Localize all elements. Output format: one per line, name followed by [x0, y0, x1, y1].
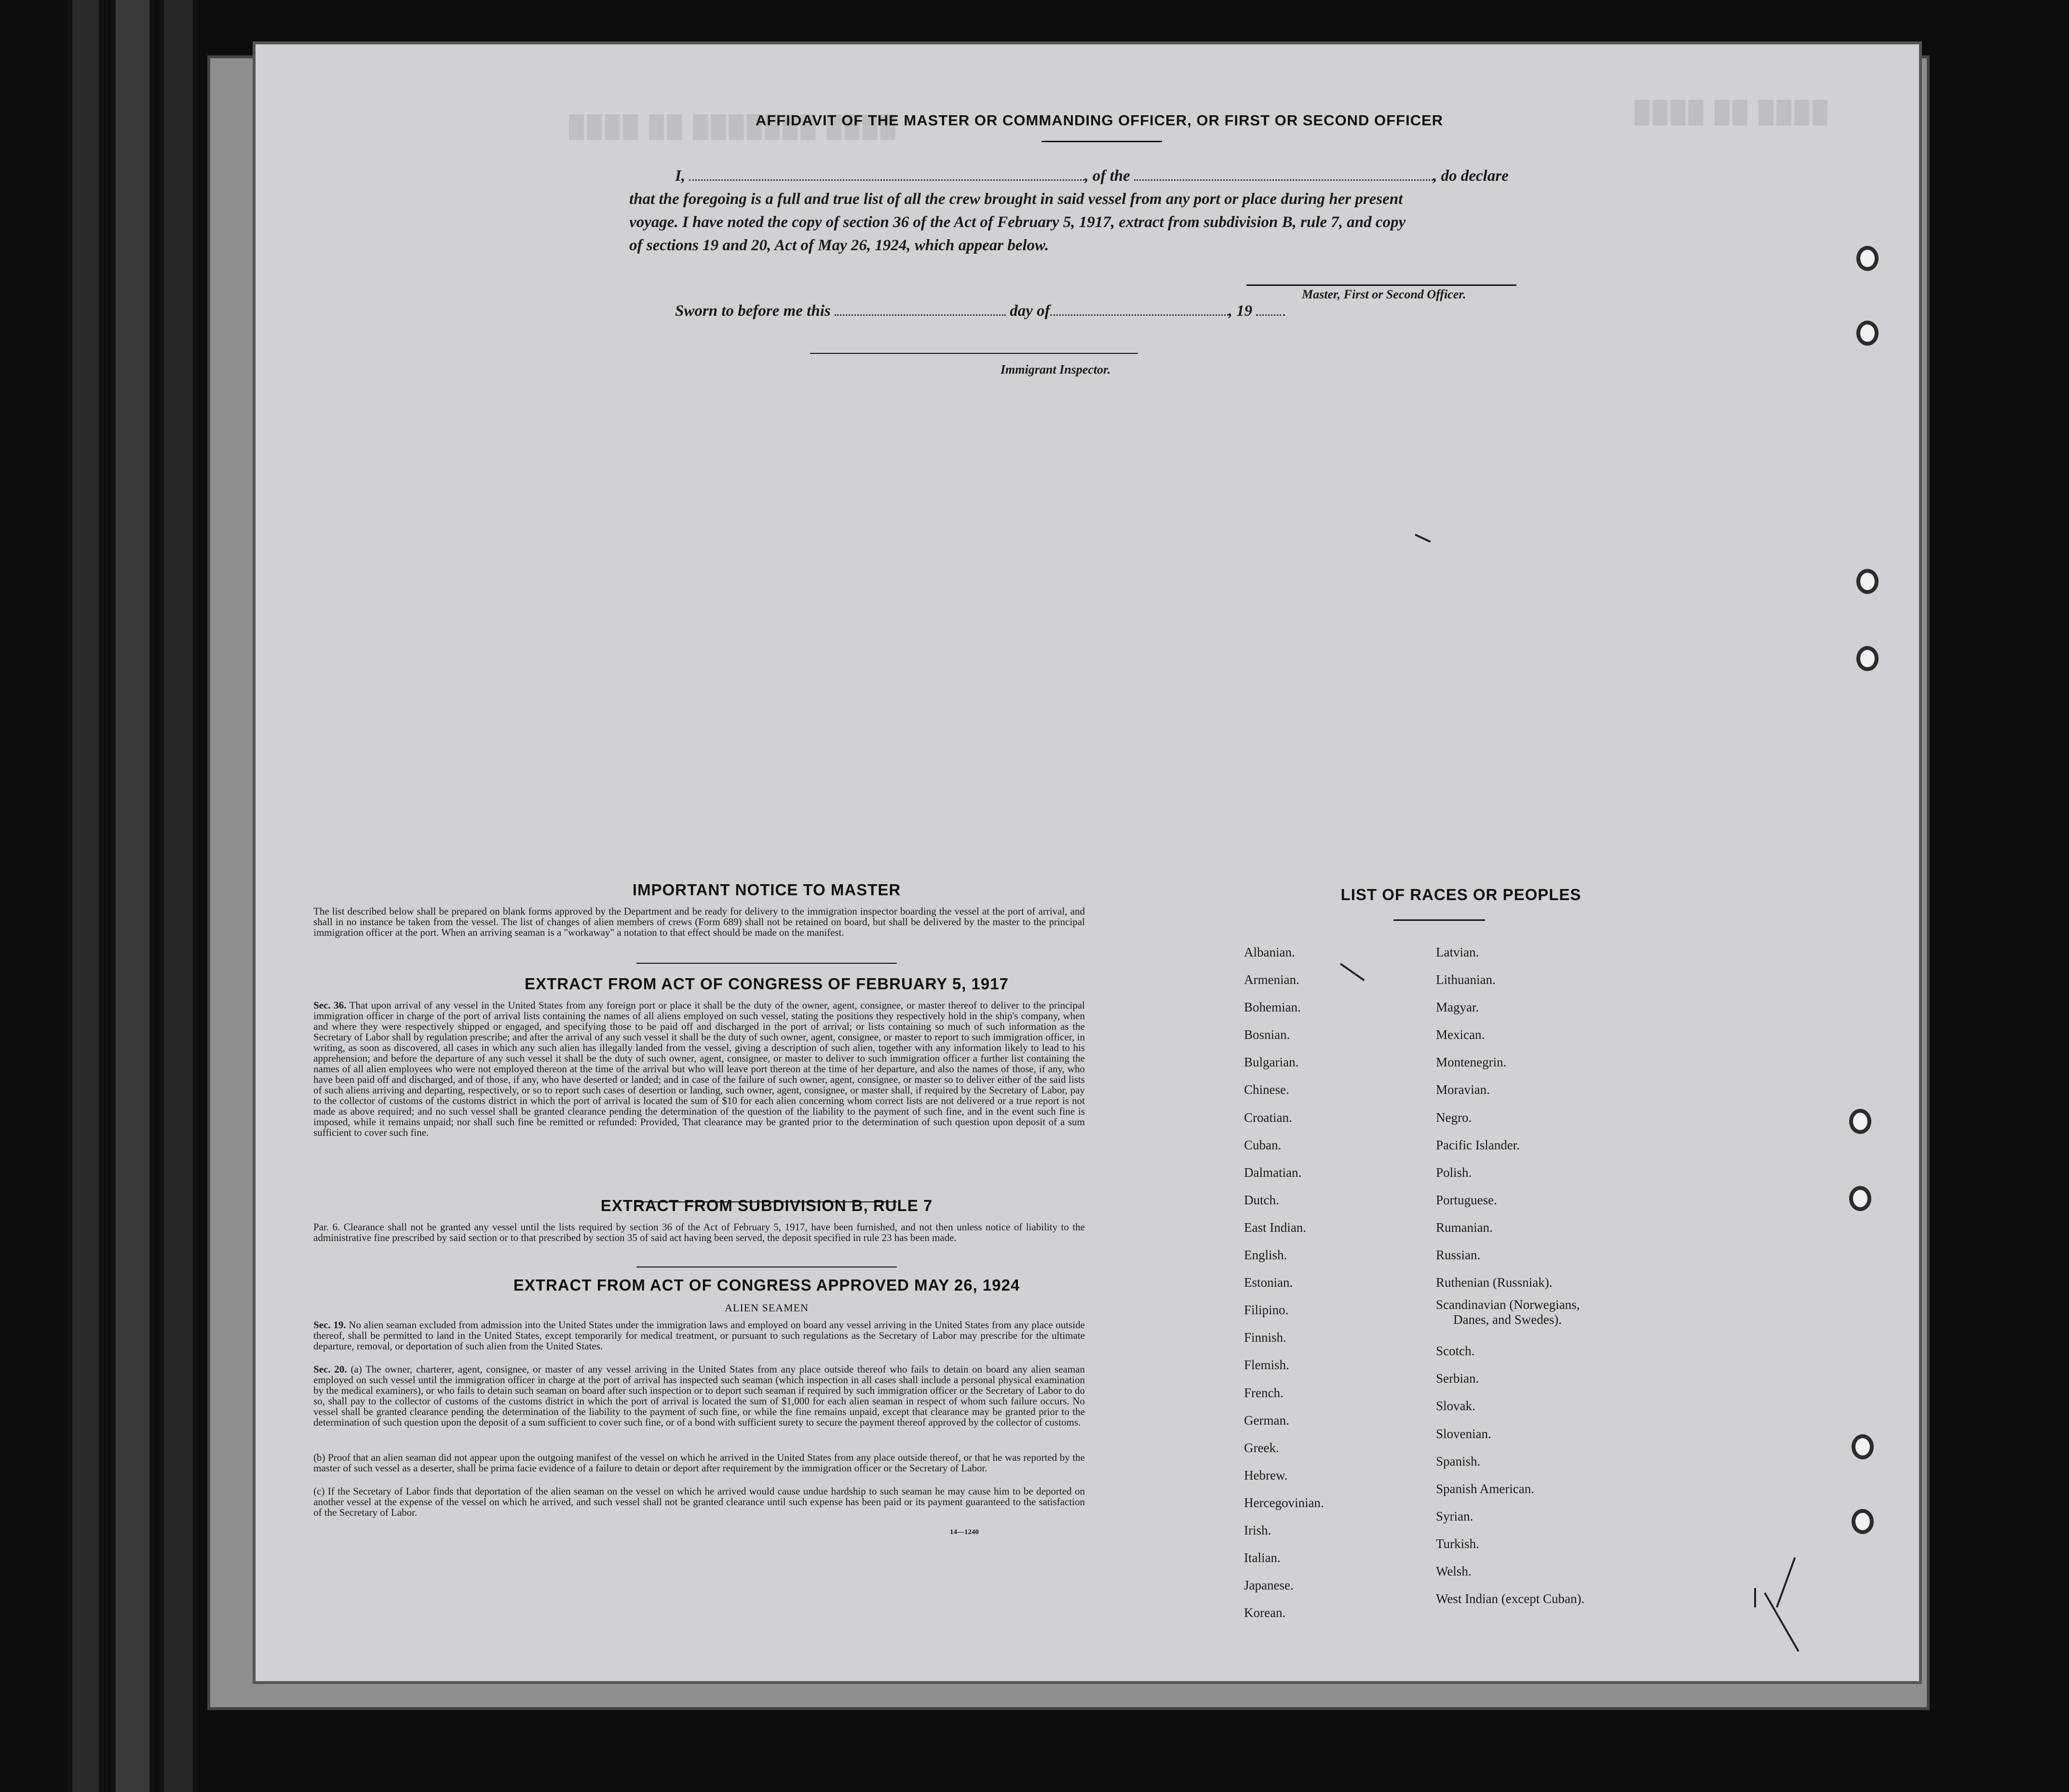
race-item: Flemish.	[1244, 1358, 1289, 1373]
race-item: Filipino.	[1244, 1303, 1289, 1318]
race-item: English.	[1244, 1248, 1287, 1263]
race-item: Bosnian.	[1244, 1027, 1290, 1042]
notice-text: The list described below shall be prepared on blank forms approved by the Department and be ready for delivery to the immigration inspector boarding the vessel at the port of arrival, and shall in no instance be taken from the vessel. The list of changes of alien members of crews (Form 689) shall not be retained on board, but shall be delivered by the master to the principal immigration officer at the port. When an arriving seaman is a "workaway" a notation to that effect should be made on the manifest.	[313, 905, 1085, 938]
race-item: Pacific Islander.	[1436, 1137, 1520, 1152]
race-item: Polish.	[1436, 1165, 1472, 1180]
race-item: Latvian.	[1436, 945, 1479, 959]
race-item: Dalmatian.	[1244, 1165, 1302, 1180]
race-item: East Indian.	[1244, 1220, 1306, 1235]
race-item: Serbian.	[1436, 1371, 1479, 1386]
race-item: German.	[1244, 1413, 1289, 1428]
punch-hole	[1849, 1109, 1871, 1134]
punch-hole	[1849, 1186, 1871, 1211]
act-1917-title: EXTRACT FROM ACT OF CONGRESS OF FEBRUARY 5, 1917	[525, 975, 1009, 993]
race-item	[1436, 1296, 1725, 1337]
race-item: Lithuanian.	[1436, 972, 1496, 987]
race-item: Greek.	[1244, 1440, 1279, 1455]
punch-hole	[1856, 646, 1879, 671]
race-item: Korean.	[1244, 1605, 1286, 1620]
race-item: Spanish American.	[1436, 1481, 1534, 1496]
bleed-through: ████ ██ ███████ ████	[569, 115, 898, 138]
affidavit-line-4: of sections 19 and 20, Act of May 26, 1924, which appear below.	[629, 237, 1049, 254]
sworn-prefix: Sworn to before me this	[675, 302, 831, 320]
binder-strip	[68, 0, 104, 1792]
act-1924-sec20b: (b) Proof that an alien seaman did not appear upon the outgoing manifest of the vessel on which he arrived in the United States from any place outside thereof, or that he was reported by the master of such vessel as a deserter, shall be prima facie evidence of a failure to detain or deport after requirement by the immigration officer or the Secretary of Labor.	[313, 1452, 1085, 1474]
race-item: Bohemian.	[1244, 1000, 1301, 1015]
act-1924-sec19-text: No alien seaman excluded from admission into the United States under the immigration laws and employed on board any vessel arriving in the United States from any place outside thereof, shall be permitted to land in the United States, except temporarily for medical treatment, or pursuant to such regulations as the Secretary of Labor may prescribe for the ultimate departure, removal, or deportation of such alien from the United States.	[313, 1319, 1085, 1352]
name-field[interactable]	[689, 179, 1084, 181]
act-1924-subtitle: ALIEN SEAMEN	[725, 1302, 809, 1314]
race-item: Dutch.	[1244, 1192, 1279, 1207]
race-item: Armenian.	[1244, 972, 1299, 987]
act-1924-sec20c: (c) If the Secretary of Labor finds that deportation of the alien seaman on the vessel on which he arrived would cause undue hardship to such seaman he may cause him to be deported on another vessel at the expense of the vessel on which he arrived, and such vessel shall not be granted clearance until such expense has been paid or its payment guaranteed to the satisfaction of the Secretary of Labor.	[313, 1485, 1085, 1518]
race-item: Slovak.	[1436, 1399, 1475, 1414]
pencil-stroke	[1776, 1557, 1796, 1608]
act-1924-title: EXTRACT FROM ACT OF CONGRESS APPROVED MAY 26, 1924	[513, 1276, 1020, 1294]
race-item: Russian.	[1436, 1248, 1481, 1263]
pencil-tick	[1754, 1588, 1756, 1607]
race-item: Bulgarian.	[1244, 1055, 1299, 1070]
affidavit-do-declare: , do declare	[1433, 167, 1509, 185]
affidavit-line-1	[675, 167, 1509, 185]
binder-strip	[159, 0, 198, 1792]
races-underline	[1393, 919, 1485, 921]
punch-hole	[1856, 246, 1879, 271]
master-signature-label: Master, First or Second Officer.	[1302, 287, 1466, 301]
form-number: 14—1240	[950, 1528, 979, 1536]
punch-hole	[1856, 569, 1879, 594]
race-item: Montenegrin.	[1436, 1055, 1507, 1070]
act-1924-sec20a-text: (a) The owner, charterer, agent, consignee, or master of any vessel arriving in the United States from any place outside thereof who fails to detain on board any alien seaman employed on such vessel until the immigration officer in charge at the port of arrival has inspected such seaman (which inspection in all cases shall include a personal physical examination by the medical examiners), or who fails to detain such seaman on board after such inspection or to deport such seaman if required by such immigration officer or the Secretary of Labor to do so, shall pay to the collector of customs of the customs district in which the port of arrival is located the sum of $1,000 for each alien seaman in respect of whom such failure occurs. No vessel shall be granted clearance pending the determination of the liability to the payment of such fine, or while the fine remains unpaid, except that clearance may be granted prior to the determination of such question upon the deposit of a sum sufficient to cover such fine, or of a bond with sufficient surety to secure the payment thereof approved by the collector of customs.	[313, 1363, 1085, 1428]
race-item: Irish.	[1244, 1523, 1271, 1537]
act-1917-section-text: That upon arrival of any vessel in the United States from any foreign port or place it shall be the duty of the owner, agent, consignee, or master thereof to deliver to the principal immigration officer in charge of the port of arrival lists containing the names of all aliens employed on such vessel, stating the positions they respectively hold in the ship's company, when and where they were respectively shipped or engaged, and specifying those to be paid off and discharged in the port of arrival; or lists containing so much of such information as the Secretary of Labor shall by regulation prescribe; and after the arrival of any such vessel it shall be the duty of such owner, agent, consignee, or master to report to such immigration officer, in writing, as soon as discovered, all cases in which any such alien has illegally landed from the vessel, giving a description of such alien, together with any information likely to lead to his apprehension; and before the departure of any such vessel it shall be the duty of such owner, agent, consignee, or master to deliver to such immigration officer a further list containing the names of all alien employees who were not employed thereon at the time of the arrival but who will leave port thereon at the time of her departure, and also the names of those, if any, who have been paid off and discharged, and of those, if any, who have deserted or landed; and in case of the failure of such owner, agent, consignee, or master so to deliver either of the said lists of such aliens arriving and departing, respectively, or so to report such cases of desertion or landing, such owner, agent, consignee, or master shall, if required by the Secretary of Labor, pay to the collector of customs of the customs district in which the port of arrival is located the sum of $10 for each alien concerning whom correct lists are not delivered or a true report is not made as above required; and no such vessel shall be granted clearance pending the determination of the question of the liability to the payment of such fine, and in the event such fine is imposed, while it remains unpaid; nor shall such fine be remitted or refunded: Provided, That clearance may be granted prior to the determination of such question upon deposit of a sum sufficient to cover such fine.	[313, 999, 1085, 1138]
race-item: Negro.	[1436, 1110, 1472, 1125]
race-item: Scotch.	[1436, 1344, 1475, 1359]
race-item: Welsh.	[1436, 1563, 1472, 1578]
race-item: Spanish.	[1436, 1454, 1481, 1469]
sworn-year-field[interactable]	[1256, 314, 1285, 316]
race-item: Chinese.	[1244, 1082, 1289, 1097]
document-page	[256, 44, 1919, 1681]
binder-strip	[111, 0, 154, 1792]
race-item: Moravian.	[1436, 1082, 1490, 1097]
races-title: LIST OF RACES OR PEOPLES	[1340, 886, 1582, 903]
act-1917-text	[313, 1000, 1085, 1138]
sworn-day-field[interactable]	[835, 314, 1006, 316]
sworn-year: , 19	[1228, 302, 1253, 320]
title-underline	[1041, 141, 1162, 142]
race-item: Syrian.	[1436, 1509, 1474, 1523]
race-item: Croatian.	[1244, 1110, 1292, 1125]
bleed-through: ████ ██ ████	[1635, 100, 1830, 124]
master-signature-line[interactable]	[1246, 284, 1516, 286]
race-item: Estonian.	[1244, 1275, 1293, 1290]
affidavit-i: I,	[675, 167, 686, 185]
race-item: Italian.	[1244, 1550, 1281, 1565]
punch-hole	[1856, 321, 1879, 346]
affidavit-line-2: that the foregoing is a full and true list of all the crew brought in said vessel from any port or place during her present	[629, 190, 1403, 208]
race-item: Hercegovinian.	[1244, 1495, 1324, 1510]
act-1924-sec19-label: Sec. 19.	[313, 1319, 346, 1331]
notice-title: IMPORTANT NOTICE TO MASTER	[632, 881, 901, 899]
race-item: Rumanian.	[1436, 1220, 1493, 1235]
race-item: Slovenian.	[1436, 1426, 1491, 1441]
subdivision-b-title: EXTRACT FROM SUBDIVISION B, RULE 7	[600, 1197, 933, 1214]
races-list-left	[1244, 939, 1461, 1627]
inspector-label: Immigrant Inspector.	[1001, 363, 1111, 377]
race-item: Albanian.	[1244, 945, 1295, 959]
punch-hole	[1852, 1434, 1874, 1459]
race-item: Turkish.	[1436, 1536, 1479, 1551]
race-item: Mexican.	[1436, 1027, 1485, 1042]
race-item: Ruthenian (Russniak).	[1436, 1275, 1553, 1290]
act-1917-section-label: Sec. 36.	[313, 999, 347, 1011]
races-list-right	[1436, 939, 1725, 1613]
affidavit-of-the: , of the	[1084, 167, 1130, 185]
race-item: Finnish.	[1244, 1330, 1286, 1345]
race-item: Portuguese.	[1436, 1192, 1497, 1207]
race-item-line: Scandinavian (Norwegians,	[1436, 1297, 1580, 1312]
punch-hole	[1852, 1509, 1874, 1534]
affidavit-title: AFFIDAVIT OF THE MASTER OR COMMANDING OFFICER, OR FIRST OR SECOND OFFICER	[755, 112, 1444, 129]
divider	[636, 963, 897, 964]
race-item: Cuban.	[1244, 1137, 1282, 1152]
race-item: French.	[1244, 1385, 1284, 1400]
sworn-month-field[interactable]	[1050, 314, 1229, 316]
race-item: Hebrew.	[1244, 1468, 1288, 1482]
inspector-signature-line[interactable]	[810, 353, 1138, 354]
race-item: Magyar.	[1436, 1000, 1479, 1015]
race-item: West Indian (except Cuban).	[1436, 1591, 1585, 1606]
subdivision-b-text: Par. 6. Clearance shall not be granted any vessel until the lists required by section 36 of the Act of February 5, 1917, have been furnished, and not then unless notice of liability to the administrative fine prescribed by said section or to that prescribed by section 35 of said act having been served, the deposit specified in rule 23 has been made.	[313, 1221, 1085, 1243]
act-1924-sec20a	[313, 1364, 1085, 1428]
race-item-line: Danes, and Swedes).	[1453, 1312, 1562, 1327]
sworn-line	[675, 302, 1285, 320]
vessel-field[interactable]	[1134, 179, 1433, 181]
sworn-day-of: day of	[1010, 302, 1050, 320]
race-item: Japanese.	[1244, 1578, 1294, 1593]
pencil-stroke	[1764, 1592, 1799, 1652]
affidavit-line-3: voyage. I have noted the copy of section 36 of the Act of February 5, 1917, extract from subdivision B, rule 7, and copy	[629, 214, 1406, 231]
act-1924-sec20-label: Sec. 20.	[313, 1363, 347, 1375]
pencil-tick	[1415, 534, 1431, 542]
act-1924-sec19	[313, 1320, 1085, 1351]
